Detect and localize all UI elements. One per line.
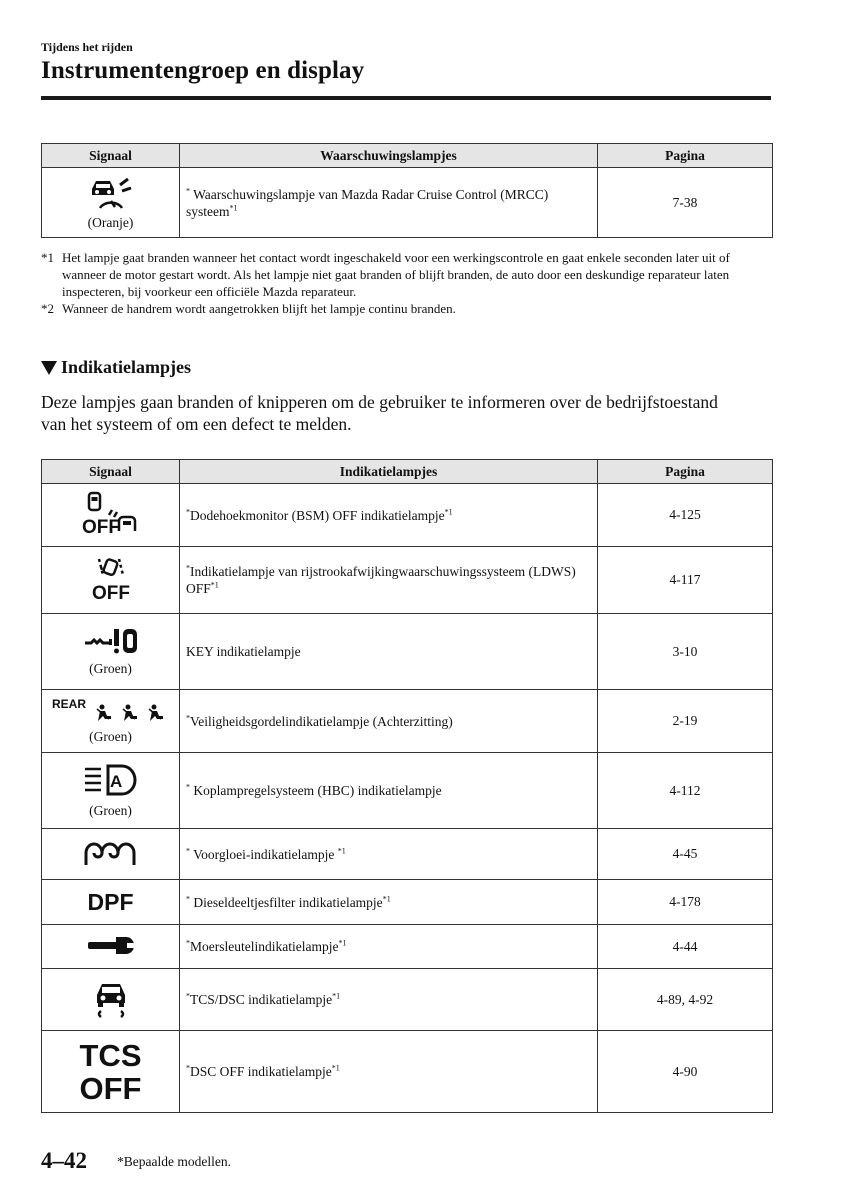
column-header-page: Pagina [598, 460, 773, 484]
footnote: *2 Wanneer de handrem wordt aangetrokken blijft het lampje continu branden. [41, 301, 456, 316]
table-row [42, 614, 773, 690]
indicator-table [41, 459, 773, 1113]
glow-plug-icon [82, 837, 140, 867]
signal-cell [42, 829, 180, 880]
footnotes [41, 249, 776, 317]
signal-cell [42, 753, 180, 829]
svg-text:OFF: OFF [91, 583, 130, 601]
colour-label: (Groen) [89, 729, 132, 744]
column-header-signal: Signaal [42, 460, 180, 484]
page-number: 4–42 [41, 1148, 87, 1173]
description-cell: * Waarschuwingslampje van Mazda Radar Cruise Control (MRCC) systeem$^{*1}$ [180, 168, 598, 238]
table-row [42, 547, 773, 614]
key-icon [83, 627, 139, 655]
signal-cell [42, 547, 180, 614]
description-cell: * Koplampregelsysteem (HBC) indikatielampje [180, 753, 598, 829]
page-cell: 3-10 [598, 614, 773, 690]
page-title: Instrumentengroep en display [41, 57, 365, 84]
colour-label: (Groen) [89, 660, 132, 676]
signal-cell [42, 614, 180, 690]
page-cell: 4-178 [598, 880, 773, 925]
description-cell: *TCS/DSC indikatielampje$^{*1}$ [180, 969, 598, 1031]
tcs-off-icon: TCS OFF [79, 1037, 142, 1106]
section-heading: Indikatielampjes [41, 357, 191, 378]
footer-note: *Bepaalde modellen. [117, 1154, 231, 1169]
wrench-icon [86, 934, 136, 956]
ldws-off-icon [89, 555, 133, 601]
table-row [42, 753, 773, 829]
svg-text:REAR: REAR [51, 697, 86, 711]
column-header-signal: Signaal [42, 144, 180, 168]
svg-text:OFF: OFF [81, 517, 120, 535]
section-label: Tijdens het rijden [41, 40, 133, 54]
intro-paragraph: Deze lampjes gaan branden of knipperen om de gebruiker te informeren over de bedrijfstoestand van het systeem of om een defect te melden. [41, 392, 718, 434]
page-cell: 7-38 [598, 168, 773, 238]
description-cell: *Veiligheidsgordelindikatielampje (Achterzitting) [180, 690, 598, 753]
rear-seatbelt-icon [51, 697, 171, 723]
table-row [42, 880, 773, 925]
column-header-page: Pagina [598, 144, 773, 168]
description-cell: *Indikatielampje van rijstrookafwijkingwaarschuwingssysteem (LDWS) OFF$^{*1}$ [180, 547, 598, 614]
page-cell: 4-117 [598, 547, 773, 614]
warning-table [41, 143, 773, 238]
page-cell: 4-90 [598, 1031, 773, 1113]
description-cell: *Dodehoekmonitor (BSM) OFF indikatielampje$^{*1}$ [180, 484, 598, 547]
description-cell: * Voorgloei-indikatielampje $^{*1}$ [180, 829, 598, 880]
page-cell: 2-19 [598, 690, 773, 753]
bsm-off-icon [81, 491, 141, 535]
page-cell: 4-44 [598, 925, 773, 969]
signal-cell [42, 969, 180, 1031]
colour-label: (Groen) [89, 802, 132, 818]
signal-cell [42, 690, 180, 753]
footnote: *1 Het lampje gaat branden wanneer het contact wordt ingeschakeld voor een werkingscontrole en gaat enkele seconden later uit of wanneer de motor gestart wordt. Als het lampje niet gaat branden of blijft branden, de auto door een deskundige reparateur laten inspecteren, bij voorkeur een officiële Mazda reparateur. [41, 250, 730, 299]
description-cell: KEY indikatielampje [180, 614, 598, 690]
table-row [42, 925, 773, 969]
description-cell: * Dieseldeeltjesfilter indikatielampje$^{*1}$ [180, 880, 598, 925]
signal-cell [42, 1031, 180, 1113]
triangle-marker-icon [41, 361, 57, 375]
signal-cell [42, 484, 180, 547]
description-cell: *Moersleutelindikatielampje$^{*1}$ [180, 925, 598, 969]
column-header-indicator-lights: Indikatielampjes [180, 460, 598, 484]
page-cell: 4-45 [598, 829, 773, 880]
table-row [42, 1031, 773, 1113]
column-header-warning-lights: Waarschuwingslampjes [180, 144, 598, 168]
svg-text:A: A [109, 771, 122, 791]
table-row [42, 168, 773, 238]
table-row [42, 829, 773, 880]
tcs-dsc-icon [91, 977, 131, 1019]
page-cell: 4-125 [598, 484, 773, 547]
table-row [42, 484, 773, 547]
signal-cell [42, 925, 180, 969]
page-cell: 4-112 [598, 753, 773, 829]
table-row [42, 969, 773, 1031]
table-row [42, 690, 773, 753]
radar-cruise-icon [86, 175, 136, 209]
hbc-icon [81, 763, 141, 797]
page-cell: 4-89, 4-92 [598, 969, 773, 1031]
title-rule [41, 96, 771, 100]
description-cell: *DSC OFF indikatielampje$^{*1}$ [180, 1031, 598, 1113]
dpf-icon: DPF [87, 888, 134, 915]
colour-label: (Oranje) [87, 214, 134, 230]
signal-cell [42, 168, 180, 238]
signal-cell [42, 880, 180, 925]
